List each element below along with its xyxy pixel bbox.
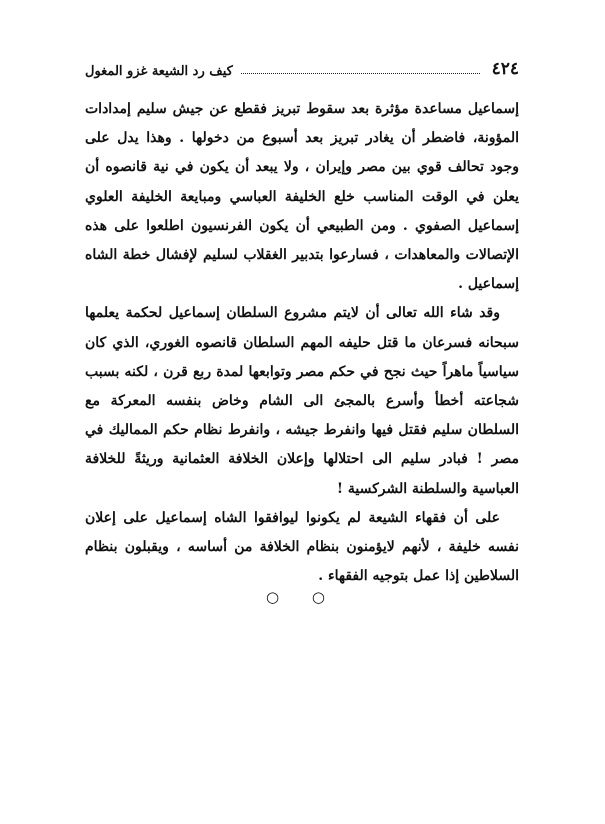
header-dotted-rule [241,72,480,74]
main-text [85,95,519,591]
page-header [85,55,519,79]
page-number: ٤٢٤ [491,59,519,79]
section-separator: ○ ○ [266,588,339,606]
paragraph-1: إسماعيل مساعدة مؤثرة بعد سقوط تبريز فقطع عن جيش سليم إمدادات المؤونة، فاضطر أن يغادر تبريز بعد أسبوع من دخولها . وهذا يدل على وجود تحالف قوي بين مصر وإيران ، ولا يبعد أن يكون في نية قانصوه أن يعلن في الوقت المناسب خلع الخليفة العباسي ومبايعة الخليفة العلوي إسماعيل الصفوي . ومن الطبيعي أن يكون الفرنسيون اطلعوا على هذه الإتصالات والمعاهدات ، فسارعوا بتدبير الغقلاب لسليم لإفشال خطة الشاه إسماعيل . [85,101,519,293]
running-title: كيف رد الشيعة غزو المغول [85,64,233,79]
paragraph-3: على أن فقهاء الشيعة لم يكونوا ليوافقوا الشاه إسماعيل على إعلان نفسه خليفة ، لأنهم لايؤمنون بنظام الخلافة من أساسه ، ويقبلون بنظام السلاطين إذا عمل بتوجيه الفقهاء . [85,509,519,585]
paragraph-2: وقد شاء الله تعالى أن لايتم مشروع السلطان إسماعيل لحكمة يعلمها سبحانه فسرعان ما قتل حليفه المهم السلطان قانصوه الغوري، الذي كان سياسياً ماهراً حيث نجح في حكم مصر وتوابعها لمدة ربع قرن ، لكنه بسبب شجاعته أخطأ وأسرع بالمجئ الى الشام وخاض بنفسه المعركة مع السلطان سليم فقتل فيها وانفرط جيشه ، وانفرط نظام حكم المماليك في مصر ! فبادر سليم الى احتلالها وإعلان الخلافة العثمانية وريثةً للخلافة العباسية والسلطنة الشركسية ! [85,305,519,497]
